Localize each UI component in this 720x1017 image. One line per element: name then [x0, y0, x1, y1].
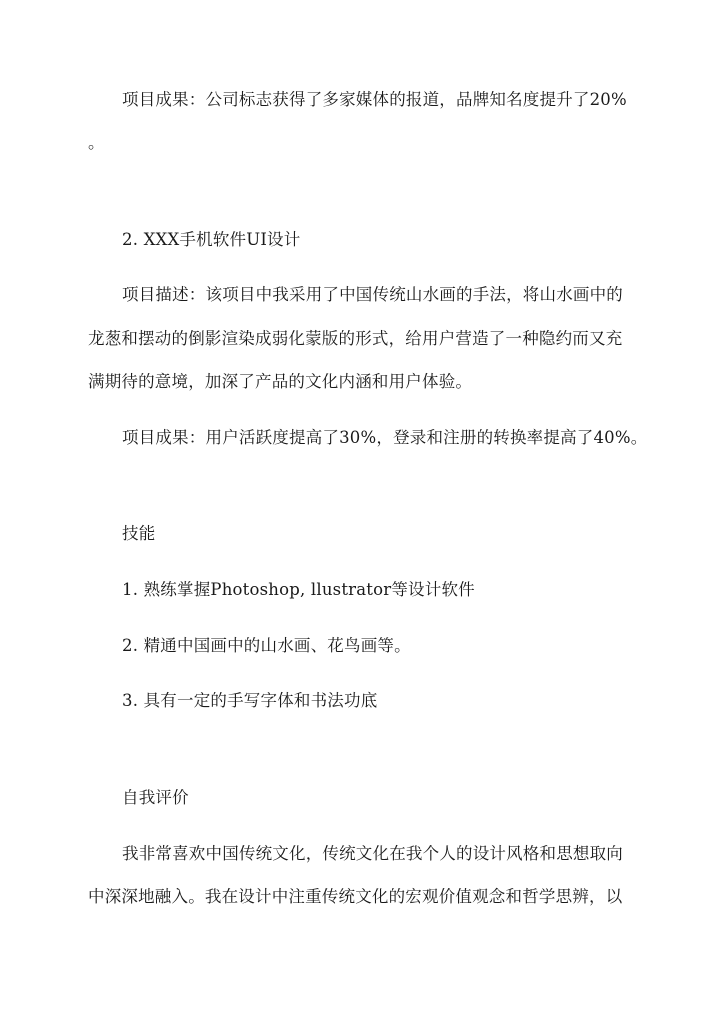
project1-result-line1: 项目成果：公司标志获得了多家媒体的报道，品牌知名度提升了20% — [122, 90, 627, 109]
skills-heading: 技能 — [122, 524, 156, 543]
self-evaluation-heading: 自我评价 — [122, 788, 189, 807]
self-evaluation-line2: 中深深地融入。我在设计中注重传统文化的宏观价值观念和哲学思辨，以 — [88, 887, 623, 906]
project2-result: 项目成果：用户活跃度提高了30%，登录和注册的转换率提高了40%。 — [122, 428, 648, 447]
project1-result-line2: 。 — [88, 133, 105, 152]
skill-item: 2. 精通中国画中的山水画、花鸟画等。 — [122, 636, 411, 655]
project2-description-line1: 项目描述：该项目中我采用了中国传统山水画的手法，将山水画中的 — [122, 285, 623, 304]
project2-description-line2: 龙葱和摆动的倒影渲染成弱化蒙版的形式，给用户营造了一种隐约而又充 — [88, 329, 623, 348]
project2-heading: 2. XXX手机软件UI设计 — [122, 230, 301, 249]
skill-item: 1. 熟练掌握Photoshop, llustrator等设计软件 — [122, 580, 475, 599]
project2-description-line3: 满期待的意境，加深了产品的文化内涵和用户体验。 — [88, 372, 473, 391]
skill-item: 3. 具有一定的手写字体和书法功底 — [122, 691, 378, 710]
self-evaluation-line1: 我非常喜欢中国传统文化，传统文化在我个人的设计风格和思想取向 — [122, 844, 623, 863]
